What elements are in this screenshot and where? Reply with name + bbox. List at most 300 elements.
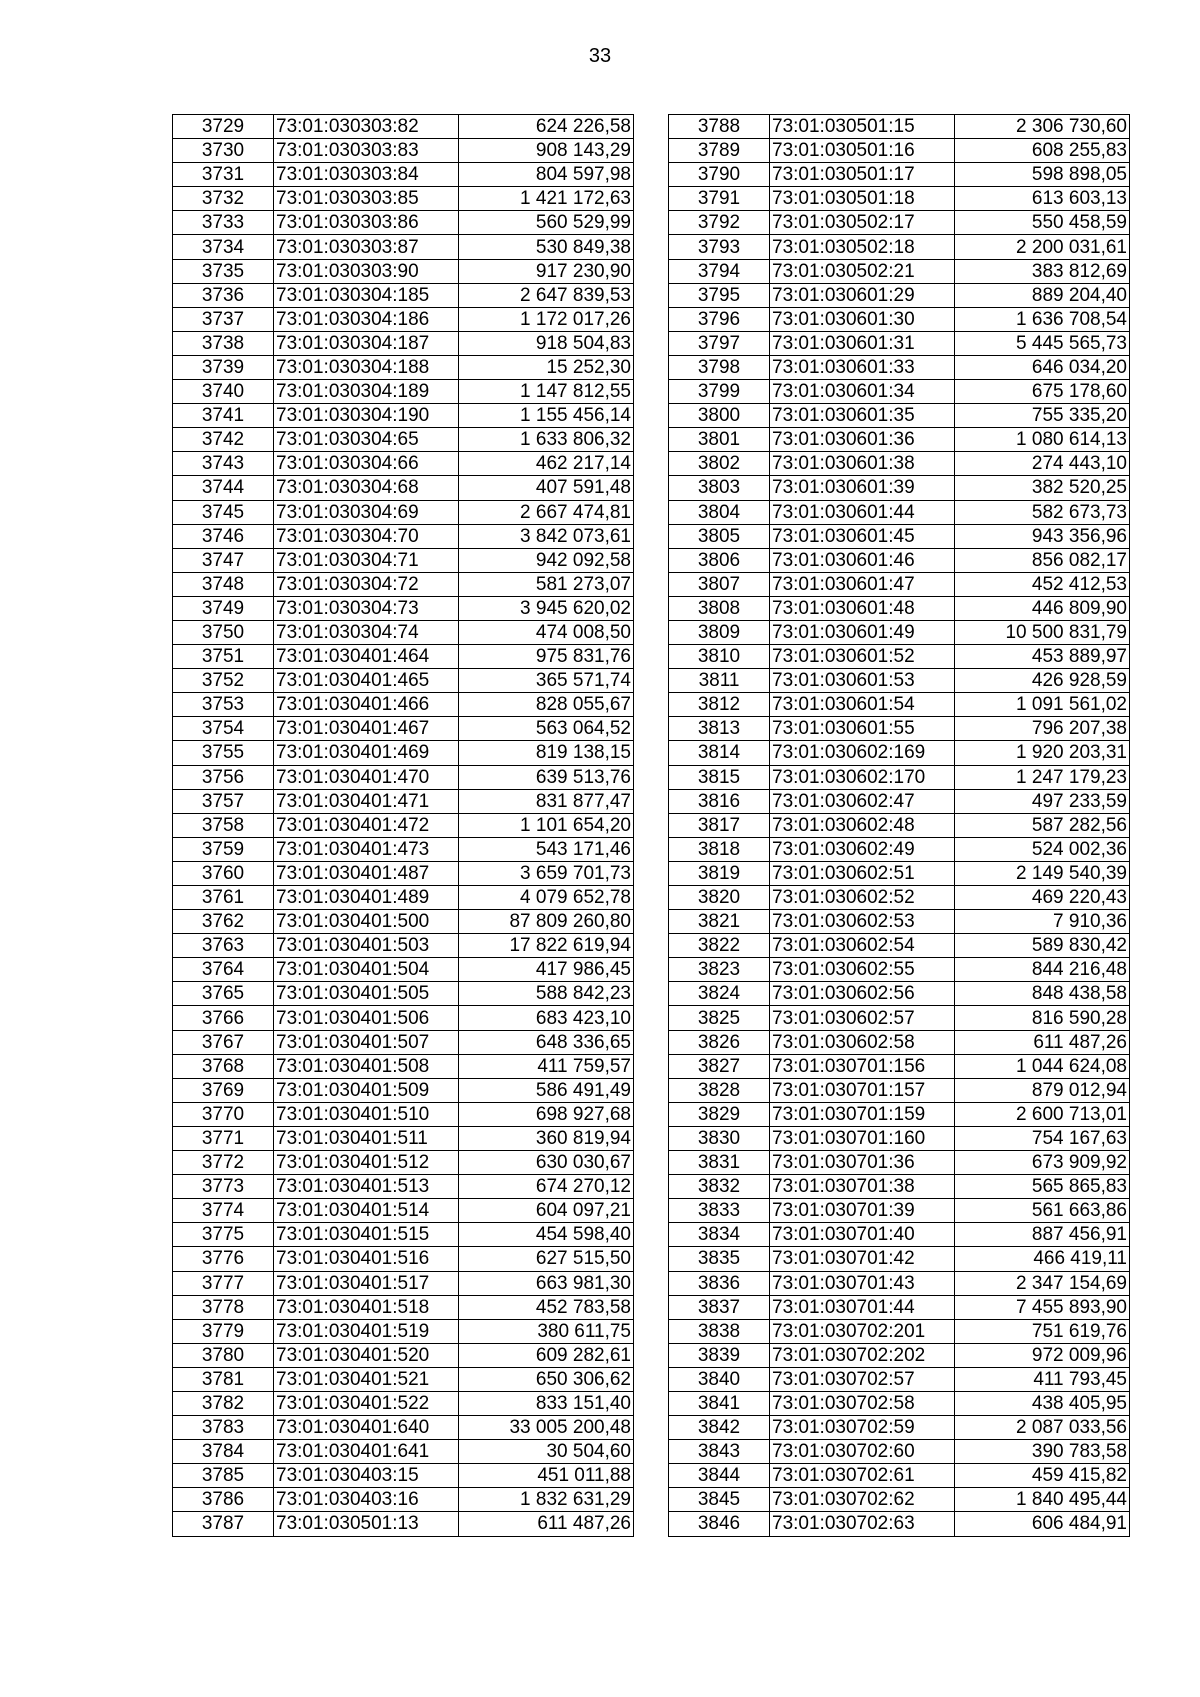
row-number-cell: 3745 <box>173 500 274 524</box>
table-row <box>669 428 1130 452</box>
cadastral-number-cell: 73:01:030702:63 <box>770 1512 955 1536</box>
row-number-cell: 3750 <box>173 620 274 644</box>
value-cell: 365 571,74 <box>459 669 634 693</box>
value-cell: 918 504,83 <box>459 331 634 355</box>
table-row <box>173 934 634 958</box>
cadastral-number-cell: 73:01:030501:13 <box>274 1512 459 1536</box>
value-cell: 462 217,14 <box>459 452 634 476</box>
cadastral-number-cell: 73:01:030303:85 <box>274 187 459 211</box>
row-number-cell: 3815 <box>669 765 770 789</box>
value-cell: 608 255,83 <box>955 139 1130 163</box>
row-number-cell: 3778 <box>173 1295 274 1319</box>
row-number-cell: 3799 <box>669 380 770 404</box>
table-row <box>669 115 1130 139</box>
table-row <box>173 861 634 885</box>
cadastral-number-cell: 73:01:030701:157 <box>770 1078 955 1102</box>
row-number-cell: 3768 <box>173 1054 274 1078</box>
table-row <box>173 404 634 428</box>
table-row <box>669 331 1130 355</box>
value-cell: 627 515,50 <box>459 1247 634 1271</box>
value-cell: 582 673,73 <box>955 500 1130 524</box>
cadastral-number-cell: 73:01:030401:489 <box>274 886 459 910</box>
value-cell: 639 513,76 <box>459 765 634 789</box>
row-number-cell: 3780 <box>173 1343 274 1367</box>
cadastral-number-cell: 73:01:030602:55 <box>770 958 955 982</box>
cadastral-number-cell: 73:01:030401:472 <box>274 813 459 837</box>
value-cell: 609 282,61 <box>459 1343 634 1367</box>
table-row <box>669 1006 1130 1030</box>
value-cell: 804 597,98 <box>459 163 634 187</box>
value-cell: 972 009,96 <box>955 1343 1130 1367</box>
page-number: 33 <box>588 45 612 67</box>
cadastral-number-cell: 73:01:030401:515 <box>274 1223 459 1247</box>
row-number-cell: 3789 <box>669 139 770 163</box>
cadastral-number-cell: 73:01:030401:500 <box>274 910 459 934</box>
row-number-cell: 3773 <box>173 1175 274 1199</box>
cadastral-number-cell: 73:01:030304:185 <box>274 283 459 307</box>
value-cell: 452 783,58 <box>459 1295 634 1319</box>
table-row <box>173 572 634 596</box>
row-number-cell: 3812 <box>669 693 770 717</box>
cadastral-number-cell: 73:01:030304:70 <box>274 524 459 548</box>
cadastral-number-cell: 73:01:030601:31 <box>770 331 955 355</box>
value-cell: 975 831,76 <box>459 645 634 669</box>
cadastral-number-cell: 73:01:030701:159 <box>770 1102 955 1126</box>
table-row <box>669 1078 1130 1102</box>
table-row <box>173 235 634 259</box>
value-cell: 453 889,97 <box>955 645 1130 669</box>
cadastral-number-cell: 73:01:030401:520 <box>274 1343 459 1367</box>
cadastral-number-cell: 73:01:030502:18 <box>770 235 955 259</box>
table-row <box>669 548 1130 572</box>
table-row <box>173 307 634 331</box>
cadastral-number-cell: 73:01:030602:54 <box>770 934 955 958</box>
row-number-cell: 3744 <box>173 476 274 500</box>
row-number-cell: 3830 <box>669 1126 770 1150</box>
row-number-cell: 3764 <box>173 958 274 982</box>
value-cell: 2 200 031,61 <box>955 235 1130 259</box>
table-row <box>669 886 1130 910</box>
row-number-cell: 3806 <box>669 548 770 572</box>
row-number-cell: 3786 <box>173 1488 274 1512</box>
table-row <box>173 1440 634 1464</box>
table-row <box>669 958 1130 982</box>
cadastral-number-cell: 73:01:030401:510 <box>274 1102 459 1126</box>
value-cell: 274 443,10 <box>955 452 1130 476</box>
value-cell: 382 520,25 <box>955 476 1130 500</box>
cadastral-number-cell: 73:01:030601:30 <box>770 307 955 331</box>
table-row <box>669 620 1130 644</box>
value-cell: 1 172 017,26 <box>459 307 634 331</box>
table-row <box>173 1343 634 1367</box>
row-number-cell: 3783 <box>173 1416 274 1440</box>
table-body <box>173 115 634 1537</box>
row-number-cell: 3771 <box>173 1126 274 1150</box>
table-row <box>173 1295 634 1319</box>
table-row <box>669 355 1130 379</box>
row-number-cell: 3736 <box>173 283 274 307</box>
cadastral-number-cell: 73:01:030401:521 <box>274 1367 459 1391</box>
table-row <box>669 1199 1130 1223</box>
table-row <box>669 1416 1130 1440</box>
row-number-cell: 3731 <box>173 163 274 187</box>
table-row <box>173 428 634 452</box>
row-number-cell: 3794 <box>669 259 770 283</box>
row-number-cell: 3747 <box>173 548 274 572</box>
row-number-cell: 3739 <box>173 355 274 379</box>
value-cell: 565 865,83 <box>955 1175 1130 1199</box>
value-cell: 2 347 154,69 <box>955 1271 1130 1295</box>
row-number-cell: 3797 <box>669 331 770 355</box>
row-number-cell: 3828 <box>669 1078 770 1102</box>
row-number-cell: 3759 <box>173 837 274 861</box>
cadastral-number-cell: 73:01:030304:188 <box>274 355 459 379</box>
value-cell: 1 920 203,31 <box>955 741 1130 765</box>
cadastral-number-cell: 73:01:030303:86 <box>274 211 459 235</box>
table-row <box>173 1391 634 1415</box>
cadastral-number-cell: 73:01:030602:170 <box>770 765 955 789</box>
cadastral-number-cell: 73:01:030401:467 <box>274 717 459 741</box>
value-cell: 751 619,76 <box>955 1319 1130 1343</box>
table-row <box>669 404 1130 428</box>
cadastral-number-cell: 73:01:030601:29 <box>770 283 955 307</box>
row-number-cell: 3834 <box>669 1223 770 1247</box>
table-row <box>669 982 1130 1006</box>
value-cell: 908 143,29 <box>459 139 634 163</box>
value-cell: 360 819,94 <box>459 1126 634 1150</box>
row-number-cell: 3746 <box>173 524 274 548</box>
row-number-cell: 3740 <box>173 380 274 404</box>
row-number-cell: 3742 <box>173 428 274 452</box>
value-cell: 543 171,46 <box>459 837 634 861</box>
row-number-cell: 3776 <box>173 1247 274 1271</box>
table-row <box>173 1488 634 1512</box>
table-row <box>669 669 1130 693</box>
cadastral-number-cell: 73:01:030702:58 <box>770 1391 955 1415</box>
row-number-cell: 3803 <box>669 476 770 500</box>
table-row <box>173 1247 634 1271</box>
table-row <box>669 211 1130 235</box>
cadastral-number-cell: 73:01:030304:66 <box>274 452 459 476</box>
row-number-cell: 3824 <box>669 982 770 1006</box>
value-cell: 889 204,40 <box>955 283 1130 307</box>
row-number-cell: 3826 <box>669 1030 770 1054</box>
cadastral-number-cell: 73:01:030303:83 <box>274 139 459 163</box>
cadastral-number-cell: 73:01:030701:42 <box>770 1247 955 1271</box>
cadastral-number-cell: 73:01:030401:505 <box>274 982 459 1006</box>
table-row <box>173 741 634 765</box>
value-cell: 411 793,45 <box>955 1367 1130 1391</box>
row-number-cell: 3793 <box>669 235 770 259</box>
cadastral-number-cell: 73:01:030401:513 <box>274 1175 459 1199</box>
table-row <box>173 1006 634 1030</box>
row-number-cell: 3831 <box>669 1151 770 1175</box>
value-cell: 754 167,63 <box>955 1126 1130 1150</box>
cadastral-number-cell: 73:01:030401:466 <box>274 693 459 717</box>
cadastral-number-cell: 73:01:030401:473 <box>274 837 459 861</box>
table-row <box>173 1464 634 1488</box>
value-cell: 604 097,21 <box>459 1199 634 1223</box>
cadastral-number-cell: 73:01:030304:65 <box>274 428 459 452</box>
row-number-cell: 3818 <box>669 837 770 861</box>
cadastral-number-cell: 73:01:030303:90 <box>274 259 459 283</box>
cadastral-number-cell: 73:01:030601:33 <box>770 355 955 379</box>
table-row <box>669 1175 1130 1199</box>
value-cell: 497 233,59 <box>955 789 1130 813</box>
table-row <box>669 235 1130 259</box>
table-row <box>173 1223 634 1247</box>
cadastral-number-cell: 73:01:030303:82 <box>274 115 459 139</box>
table-row <box>669 813 1130 837</box>
row-number-cell: 3805 <box>669 524 770 548</box>
value-cell: 879 012,94 <box>955 1078 1130 1102</box>
row-number-cell: 3817 <box>669 813 770 837</box>
row-number-cell: 3798 <box>669 355 770 379</box>
cadastral-number-cell: 73:01:030602:56 <box>770 982 955 1006</box>
cadastral-number-cell: 73:01:030401:519 <box>274 1319 459 1343</box>
row-number-cell: 3733 <box>173 211 274 235</box>
row-number-cell: 3791 <box>669 187 770 211</box>
value-cell: 1 636 708,54 <box>955 307 1130 331</box>
table-row <box>173 211 634 235</box>
row-number-cell: 3777 <box>173 1271 274 1295</box>
cadastral-number-cell: 73:01:030401:509 <box>274 1078 459 1102</box>
cadastral-number-cell: 73:01:030401:517 <box>274 1271 459 1295</box>
table-row <box>173 693 634 717</box>
value-cell: 942 092,58 <box>459 548 634 572</box>
row-number-cell: 3792 <box>669 211 770 235</box>
row-number-cell: 3814 <box>669 741 770 765</box>
table-row <box>669 693 1130 717</box>
row-number-cell: 3763 <box>173 934 274 958</box>
value-cell: 87 809 260,80 <box>459 910 634 934</box>
cadastral-number-cell: 73:01:030304:69 <box>274 500 459 524</box>
table-row <box>173 524 634 548</box>
cadastral-number-cell: 73:01:030602:51 <box>770 861 955 885</box>
cadastral-number-cell: 73:01:030304:74 <box>274 620 459 644</box>
row-number-cell: 3842 <box>669 1416 770 1440</box>
row-number-cell: 3836 <box>669 1271 770 1295</box>
table-row <box>173 837 634 861</box>
value-cell: 2 149 540,39 <box>955 861 1130 885</box>
cadastral-number-cell: 73:01:030601:55 <box>770 717 955 741</box>
cadastral-number-cell: 73:01:030401:514 <box>274 1199 459 1223</box>
table-row <box>669 524 1130 548</box>
table-row <box>669 596 1130 620</box>
row-number-cell: 3757 <box>173 789 274 813</box>
cadastral-number-cell: 73:01:030601:35 <box>770 404 955 428</box>
table-row <box>173 259 634 283</box>
value-cell: 33 005 200,48 <box>459 1416 634 1440</box>
value-cell: 459 415,82 <box>955 1464 1130 1488</box>
cadastral-number-cell: 73:01:030601:44 <box>770 500 955 524</box>
row-number-cell: 3840 <box>669 1367 770 1391</box>
table-row <box>173 548 634 572</box>
table-row <box>173 1416 634 1440</box>
row-number-cell: 3756 <box>173 765 274 789</box>
row-number-cell: 3767 <box>173 1030 274 1054</box>
value-cell: 613 603,13 <box>955 187 1130 211</box>
table-row <box>669 1054 1130 1078</box>
row-number-cell: 3822 <box>669 934 770 958</box>
table-row <box>173 1175 634 1199</box>
value-cell: 5 445 565,73 <box>955 331 1130 355</box>
value-cell: 611 487,26 <box>459 1512 634 1536</box>
table-row <box>669 1030 1130 1054</box>
table-row <box>173 1151 634 1175</box>
table-body <box>669 115 1130 1537</box>
row-number-cell: 3755 <box>173 741 274 765</box>
table-row <box>669 1367 1130 1391</box>
cadastral-number-cell: 73:01:030502:17 <box>770 211 955 235</box>
cadastral-number-cell: 73:01:030502:21 <box>770 259 955 283</box>
value-cell: 390 783,58 <box>955 1440 1130 1464</box>
row-number-cell: 3735 <box>173 259 274 283</box>
value-cell: 1 155 456,14 <box>459 404 634 428</box>
row-number-cell: 3833 <box>669 1199 770 1223</box>
table-row <box>173 380 634 404</box>
cadastral-number-cell: 73:01:030701:39 <box>770 1199 955 1223</box>
cadastral-number-cell: 73:01:030601:53 <box>770 669 955 693</box>
row-number-cell: 3823 <box>669 958 770 982</box>
cadastral-number-cell: 73:01:030701:156 <box>770 1054 955 1078</box>
table-row <box>669 1295 1130 1319</box>
cadastral-number-cell: 73:01:030601:47 <box>770 572 955 596</box>
row-number-cell: 3838 <box>669 1319 770 1343</box>
cadastral-number-cell: 73:01:030602:48 <box>770 813 955 837</box>
value-cell: 848 438,58 <box>955 982 1130 1006</box>
table-row <box>173 163 634 187</box>
cadastral-number-cell: 73:01:030601:49 <box>770 620 955 644</box>
table-row <box>669 765 1130 789</box>
row-number-cell: 3808 <box>669 596 770 620</box>
table-row <box>173 620 634 644</box>
value-cell: 451 011,88 <box>459 1464 634 1488</box>
cadastral-number-cell: 73:01:030401:506 <box>274 1006 459 1030</box>
row-number-cell: 3751 <box>173 645 274 669</box>
value-cell: 887 456,91 <box>955 1223 1130 1247</box>
value-cell: 411 759,57 <box>459 1054 634 1078</box>
value-cell: 646 034,20 <box>955 355 1130 379</box>
cadastral-number-cell: 73:01:030701:160 <box>770 1126 955 1150</box>
value-cell: 673 909,92 <box>955 1151 1130 1175</box>
value-cell: 438 405,95 <box>955 1391 1130 1415</box>
row-number-cell: 3738 <box>173 331 274 355</box>
row-number-cell: 3781 <box>173 1367 274 1391</box>
value-cell: 4 079 652,78 <box>459 886 634 910</box>
value-cell: 560 529,99 <box>459 211 634 235</box>
row-number-cell: 3752 <box>173 669 274 693</box>
row-number-cell: 3790 <box>669 163 770 187</box>
value-cell: 1 091 561,02 <box>955 693 1130 717</box>
value-cell: 1 840 495,44 <box>955 1488 1130 1512</box>
value-cell: 30 504,60 <box>459 1440 634 1464</box>
value-cell: 7 455 893,90 <box>955 1295 1130 1319</box>
table-row <box>669 910 1130 934</box>
cadastral-number-cell: 73:01:030602:47 <box>770 789 955 813</box>
table-row <box>173 452 634 476</box>
table-row <box>173 765 634 789</box>
table-row <box>669 1319 1130 1343</box>
table-row <box>669 380 1130 404</box>
cadastral-number-cell: 73:01:030401:507 <box>274 1030 459 1054</box>
cadastral-number-cell: 73:01:030601:36 <box>770 428 955 452</box>
value-cell: 3 945 620,02 <box>459 596 634 620</box>
cadastral-number-cell: 73:01:030602:169 <box>770 741 955 765</box>
table-row <box>173 139 634 163</box>
value-cell: 917 230,90 <box>459 259 634 283</box>
row-number-cell: 3788 <box>669 115 770 139</box>
table-row <box>669 934 1130 958</box>
cadastral-number-cell: 73:01:030401:469 <box>274 741 459 765</box>
value-cell: 624 226,58 <box>459 115 634 139</box>
value-cell: 819 138,15 <box>459 741 634 765</box>
value-cell: 588 842,23 <box>459 982 634 1006</box>
table-row <box>669 500 1130 524</box>
value-cell: 530 849,38 <box>459 235 634 259</box>
cadastral-number-cell: 73:01:030304:186 <box>274 307 459 331</box>
value-cell: 446 809,90 <box>955 596 1130 620</box>
row-number-cell: 3843 <box>669 1440 770 1464</box>
value-cell: 563 064,52 <box>459 717 634 741</box>
table-row <box>173 813 634 837</box>
row-number-cell: 3760 <box>173 861 274 885</box>
row-number-cell: 3807 <box>669 572 770 596</box>
cadastral-number-cell: 73:01:030701:44 <box>770 1295 955 1319</box>
row-number-cell: 3769 <box>173 1078 274 1102</box>
row-number-cell: 3732 <box>173 187 274 211</box>
table-row <box>669 1151 1130 1175</box>
table-row <box>173 1319 634 1343</box>
row-number-cell: 3748 <box>173 572 274 596</box>
cadastral-number-cell: 73:01:030601:54 <box>770 693 955 717</box>
cadastral-number-cell: 73:01:030304:73 <box>274 596 459 620</box>
row-number-cell: 3766 <box>173 1006 274 1030</box>
value-cell: 2 087 033,56 <box>955 1416 1130 1440</box>
cadastral-number-cell: 73:01:030403:15 <box>274 1464 459 1488</box>
value-cell: 833 151,40 <box>459 1391 634 1415</box>
table-row <box>173 1102 634 1126</box>
cadastral-number-cell: 73:01:030702:60 <box>770 1440 955 1464</box>
value-cell: 383 812,69 <box>955 259 1130 283</box>
cadastral-number-cell: 73:01:030602:49 <box>770 837 955 861</box>
table-row <box>173 1367 634 1391</box>
value-cell: 561 663,86 <box>955 1199 1130 1223</box>
table-row <box>669 741 1130 765</box>
value-cell: 586 491,49 <box>459 1078 634 1102</box>
value-cell: 606 484,91 <box>955 1512 1130 1536</box>
value-cell: 1 147 812,55 <box>459 380 634 404</box>
parcel-value-table-left <box>172 114 634 1537</box>
value-cell: 598 898,05 <box>955 163 1130 187</box>
table-row <box>669 1223 1130 1247</box>
value-cell: 524 002,36 <box>955 837 1130 861</box>
table-row <box>669 259 1130 283</box>
cadastral-number-cell: 73:01:030701:40 <box>770 1223 955 1247</box>
table-row <box>173 355 634 379</box>
table-row <box>173 476 634 500</box>
row-number-cell: 3832 <box>669 1175 770 1199</box>
row-number-cell: 3811 <box>669 669 770 693</box>
table-row <box>173 886 634 910</box>
value-cell: 648 336,65 <box>459 1030 634 1054</box>
cadastral-number-cell: 73:01:030304:189 <box>274 380 459 404</box>
value-cell: 589 830,42 <box>955 934 1130 958</box>
cadastral-number-cell: 73:01:030401:516 <box>274 1247 459 1271</box>
table-row <box>173 1030 634 1054</box>
row-number-cell: 3846 <box>669 1512 770 1536</box>
cadastral-number-cell: 73:01:030602:53 <box>770 910 955 934</box>
